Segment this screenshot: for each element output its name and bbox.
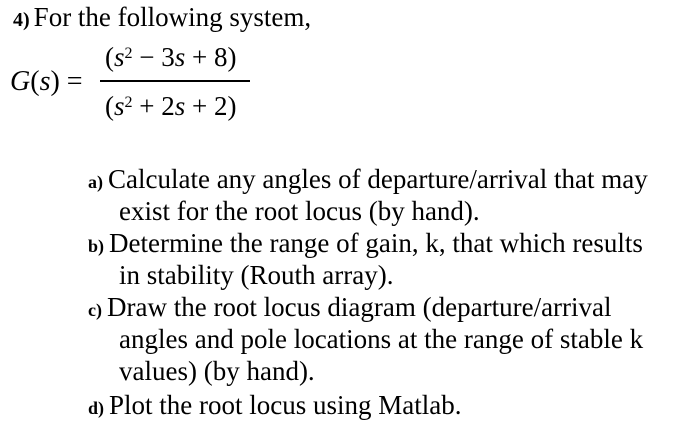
item-a-label: a) [88, 172, 103, 192]
item-a-line-2: exist for the root locus (by hand). [119, 196, 480, 226]
item-c-label: c) [88, 300, 102, 320]
item-a-text-1: Calculate any angles of departure/arrival that may [108, 164, 648, 194]
item-d-line-1 [88, 389, 462, 425]
transfer-function-lhs: G(s) = [10, 66, 83, 97]
item-c-text-1: Draw the root locus diagram (departure/arrival [106, 292, 612, 322]
item-d-text-1: Plot the root locus using Matlab. [109, 390, 462, 420]
transfer-function-numerator: $(s^2 - 3s + 8)$ [105, 42, 237, 72]
item-b-line-1 [88, 227, 643, 263]
transfer-function-denominator: $(s^2 + 2s + 2)$ [105, 91, 237, 121]
item-c-line-1 [88, 291, 612, 327]
problem-number: 4) [13, 9, 30, 31]
item-b-line-2: in stability (Routh array). [119, 260, 394, 290]
item-c-line-2: angles and pole locations at the range of stable k [119, 324, 644, 354]
fraction-bar [100, 80, 250, 82]
problem-heading [13, 0, 311, 37]
problem-heading-text: For the following system, [33, 2, 312, 32]
item-c-line-3: values) (by hand). [119, 356, 315, 386]
item-b-text-1: Determine the range of gain, k, that which results [109, 228, 643, 258]
item-b-label: b) [88, 236, 105, 256]
item-a-line-1 [88, 163, 648, 199]
item-d-label: d) [88, 398, 105, 418]
